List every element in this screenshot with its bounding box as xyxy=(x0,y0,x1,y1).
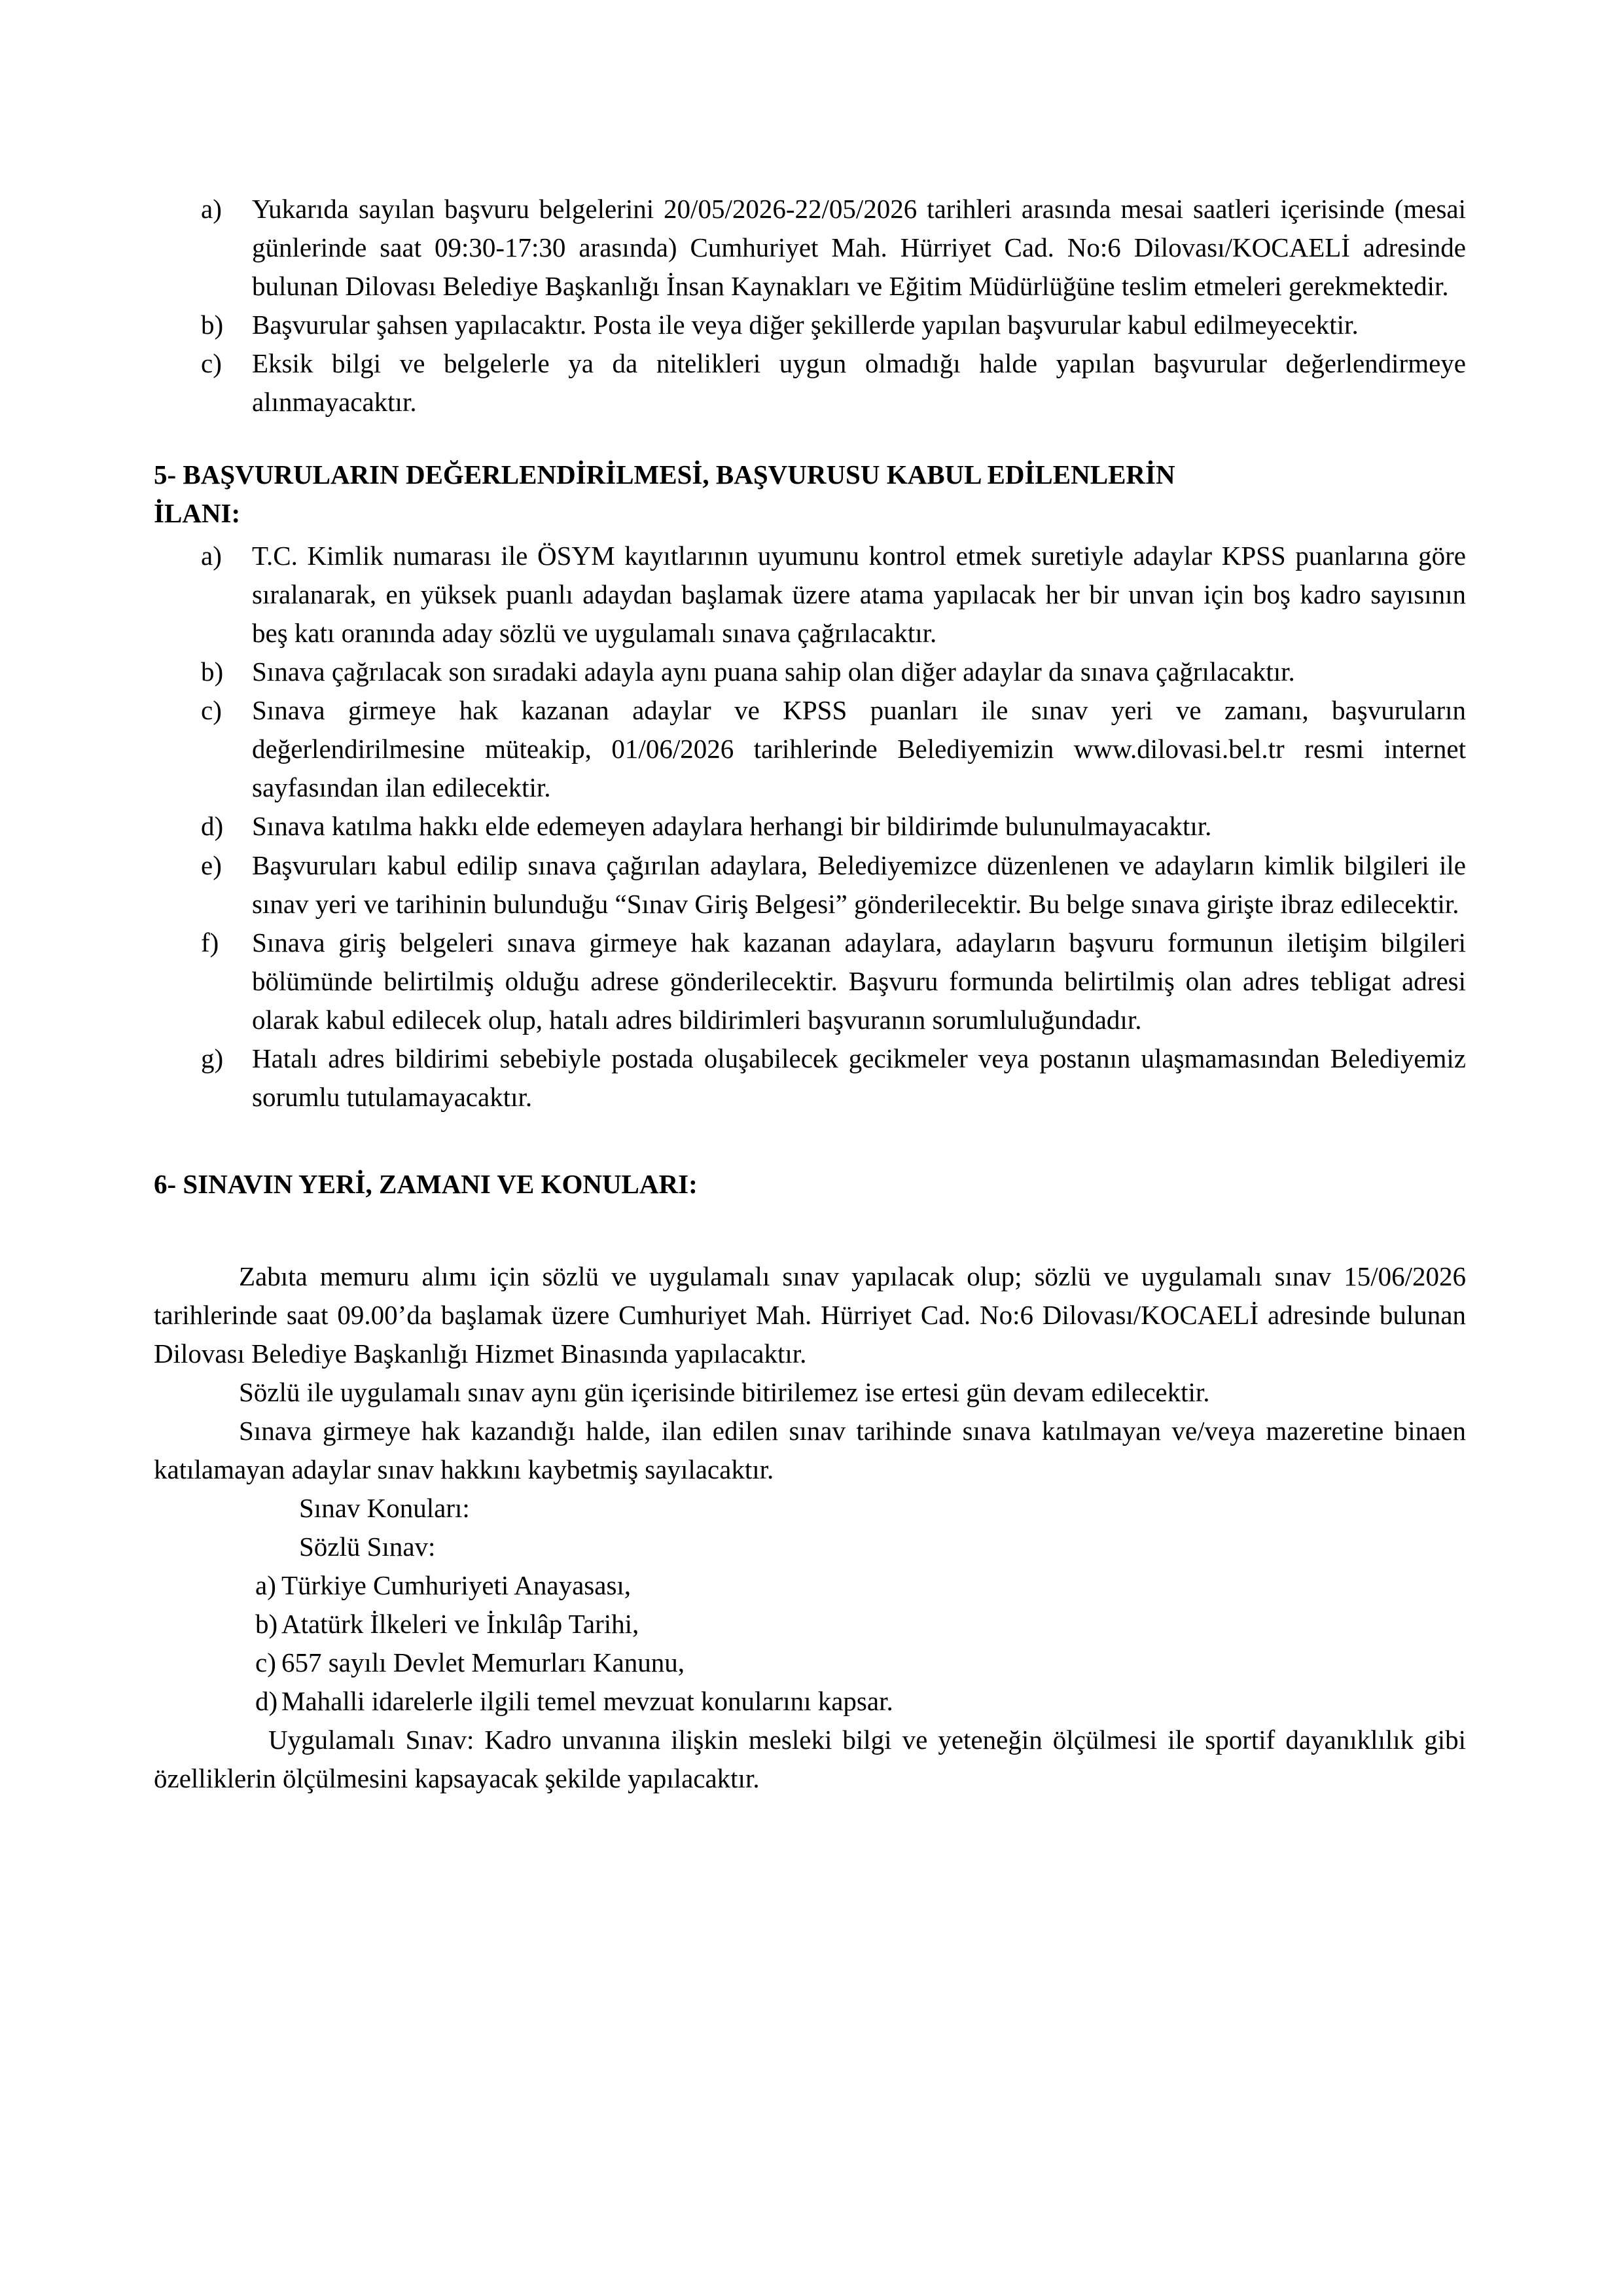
list-item-text: Sınava girmeye hak kazanan adaylar ve KPSS puanları ile sınav yeri ve zamanı, başvuruların değerlendirilmesine müteakip, 01/06/2026 tarihlerinde Belediyemizin www.dilovasi.bel.tr resmi internet sayfasından ilan edilecektir. xyxy=(252,695,1466,803)
list-marker: f) xyxy=(201,927,219,958)
list-item-text: Başvurular şahsen yapılacaktır. Posta ile veya diğer şekillerde yapılan başvurular kabul edilmeyecektir. xyxy=(252,310,1359,340)
section6-paragraph-2: Sözlü ile uygulamalı sınav aynı gün içerisinde bitirilemez ise ertesi gün devam edilecektir. xyxy=(239,1376,1210,1407)
list-marker: a) xyxy=(201,194,222,224)
list-marker: c) xyxy=(201,348,222,379)
list-item xyxy=(154,1039,1466,1117)
list-marker: a) xyxy=(201,541,222,571)
section-5-heading-line1: 5- BAŞVURULARIN DEĞERLENDİRİLMESİ, BAŞVURUSU KABUL EDİLENLERİN xyxy=(154,459,1175,490)
list-item xyxy=(154,306,1466,344)
list-item xyxy=(154,1643,1466,1682)
list-item-text: 657 sayılı Devlet Memurları Kanunu, xyxy=(281,1647,685,1678)
list-item xyxy=(154,344,1466,422)
list-marker: c) xyxy=(201,695,222,726)
list-item xyxy=(154,1566,1466,1605)
list-marker: g) xyxy=(201,1043,224,1073)
list-item-text: Türkiye Cumhuriyeti Anayasası, xyxy=(281,1570,632,1600)
list-item-text: Yukarıda sayılan başvuru belgelerini 20/05/2026-22/05/2026 tarihleri arasında mesai saatleri içerisinde (mesai günlerinde saat 09:30-17:30 arasında) Cumhuriyet Mah. Hürriyet Cad. No:6 Dilovası/KOCAELİ adresinde bulunan Dilovası Belediye Başkanlığı İnsan Kaynakları ve Eğitim Müdürlüğüne teslim etmeleri gerekmektedir. xyxy=(252,194,1466,302)
list-item xyxy=(154,846,1466,924)
list-marker: a) xyxy=(255,1570,276,1600)
list-item xyxy=(154,653,1466,691)
list-item-text: Sınava giriş belgeleri sınava girmeye hak kazanan adaylara, adayların başvuru formunun iletişim bilgileri bölümünde belirtilmiş olduğu adrese gönderilecektir. Başvuru formunda belirtilmiş olan adres tebligat adresi olarak kabul edilecek olup, hatalı adres bildirimleri başvuranın sorumluluğundadır. xyxy=(252,927,1466,1035)
list-item xyxy=(154,1605,1466,1643)
section6-paragraph-1: Zabıta memuru alımı için sözlü ve uygulamalı sınav yapılacak olup; sözlü ve uygulamalı sınav 15/06/2026 tarihlerinde saat 09.00’da başlamak üzere Cumhuriyet Mah. Hürriyet Cad. No:6 Dilovası/KOCAELİ adresinde bulunan Dilovası Belediye Başkanlığı Hizmet Binasında yapılacaktır. xyxy=(154,1261,1466,1369)
list-marker: b) xyxy=(201,310,224,340)
list-marker: e) xyxy=(201,850,222,880)
list-item xyxy=(154,807,1466,846)
oral-exam-topics-list xyxy=(154,1566,1466,1721)
list-marker: c) xyxy=(255,1647,276,1678)
section6-paragraph-3: Sınava girmeye hak kazandığı halde, ilan edilen sınav tarihinde sınava katılmayan ve/veya mazeretine binaen katılamayan adaylar sınav hakkını kaybetmiş sayılacaktır. xyxy=(154,1415,1466,1484)
section-6-heading: 6- SINAVIN YERİ, ZAMANI VE KONULARI: xyxy=(154,1168,698,1199)
list-item-text: T.C. Kimlik numarası ile ÖSYM kayıtlarının uyumunu kontrol etmek suretiyle adaylar KPSS puanlarına göre sıralanarak, en yüksek puanlı adaydan başlamak üzere atama yapılacak her bir unvan için boş kadro sayısının beş katı oranında aday sözlü ve uygulamalı sınava çağrılacaktır. xyxy=(252,541,1466,649)
list-item xyxy=(154,190,1466,306)
list-item-text: Başvuruları kabul edilip sınava çağırılan adaylara, Belediyemizce düzenlenen ve adayların kimlik bilgileri ile sınav yeri ve tarihinin bulunduğu “Sınav Giriş Belgesi” gönderilecektir. Bu belge sınava girişte ibraz edilecektir. xyxy=(252,850,1466,919)
list-marker: d) xyxy=(255,1686,278,1717)
list-item-text: Eksik bilgi ve belgelerle ya da nitelikleri uygun olmadığı halde yapılan başvurular değerlendirmeye alınmayacaktır. xyxy=(252,348,1466,418)
list-item xyxy=(154,691,1466,807)
practical-exam-paragraph: Uygulamalı Sınav: Kadro unvanına ilişkin mesleki bilgi ve yeteneğin ölçülmesi ile sportif dayanıklılık gibi özelliklerin ölçülmesini kapsayacak şekilde yapılacaktır. xyxy=(154,1725,1466,1794)
list-item-text: Sınava çağrılacak son sıradaki adayla aynı puana sahip olan diğer adaylar da sınava çağrılacaktır. xyxy=(252,656,1295,687)
exam-topics-label: Sınav Konuları: xyxy=(299,1492,470,1523)
list-item-text: Atatürk İlkeleri ve İnkılâp Tarihi, xyxy=(281,1609,639,1640)
list-marker: b) xyxy=(255,1609,278,1640)
list-item-text: Sınava katılma hakkı elde edemeyen adaylara herhangi bir bildirimde bulunulmayacaktır. xyxy=(252,811,1212,842)
list-item xyxy=(154,537,1466,653)
section-5-heading xyxy=(154,456,1466,533)
oral-exam-label: Sözlü Sınav: xyxy=(299,1531,436,1562)
list-item xyxy=(154,924,1466,1039)
section4-list xyxy=(154,190,1466,422)
list-item-text: Hatalı adres bildirimi sebebiyle postada oluşabilecek gecikmeler veya postanın ulaşmamasından Belediyemiz sorumlu tutulamayacaktır. xyxy=(252,1043,1466,1112)
list-marker: d) xyxy=(201,811,224,842)
section5-list xyxy=(154,537,1466,1116)
list-item-text: Mahalli idarelerle ilgili temel mevzuat konularını kapsar. xyxy=(281,1686,893,1717)
section-5-heading-line2: İLANI: xyxy=(154,498,241,529)
list-item xyxy=(154,1682,1466,1721)
list-marker: b) xyxy=(201,656,224,687)
